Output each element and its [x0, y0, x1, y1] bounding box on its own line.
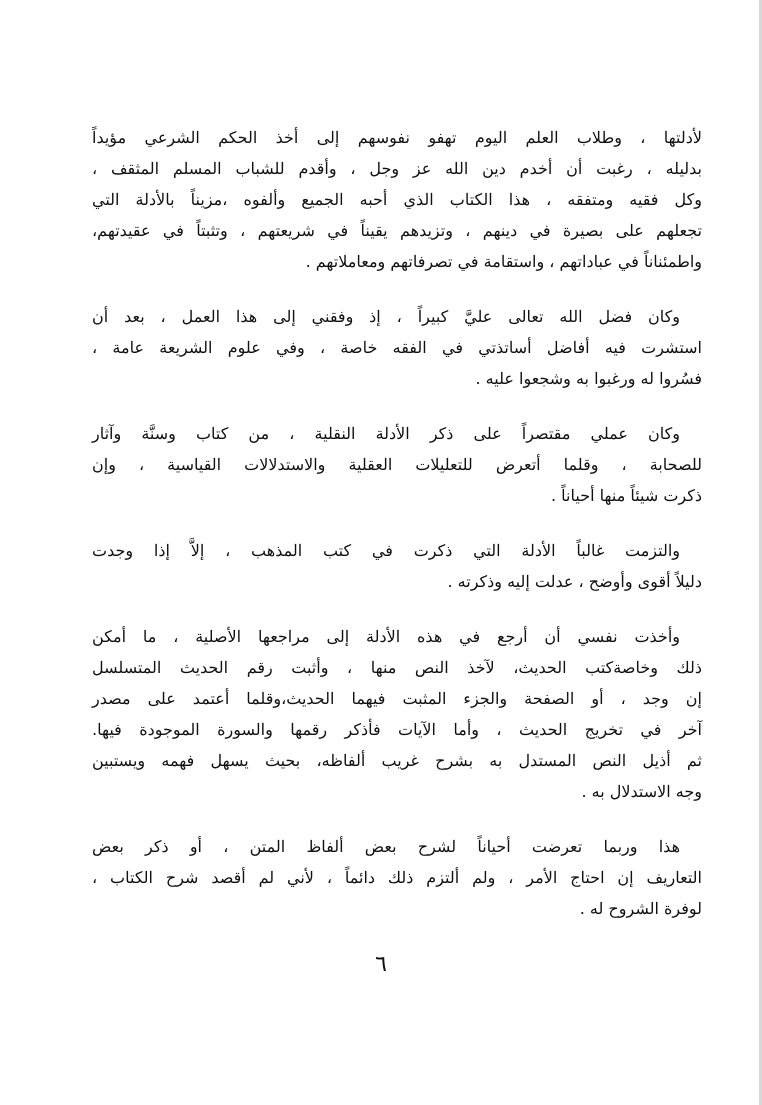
text-line: وجه الاستدلال به .	[581, 782, 702, 801]
text-line: هذا وربما تعرضت أحياناً لشرح بعض ألفاظ المتن ، أو ذكر بعض	[92, 837, 680, 856]
text-line: التعاريف إن احتاج الأمر ، ولم ألتزم ذلك دائماً ، لأني لم أقصد شرح الكتاب ،	[92, 868, 702, 887]
text-line: واطمئناناً في عباداتهم ، واستقامة في تصرفاتهم ومعاملاتهم .	[305, 252, 702, 271]
page-number: ٦	[375, 952, 387, 977]
text-line: ذلك وخاصةكتب الحديث، لآخذ النص منها ، وأثبت رقم الحديث المتسلسل	[92, 658, 703, 677]
paragraph-2	[92, 301, 702, 394]
paragraph-5	[92, 621, 702, 807]
text-line: ثم أذيل النص المستدل به بشرح غريب ألفاظه، بحيث يسهل فهمه ويستبين	[92, 751, 702, 770]
text-line: وأخذت نفسي أن أرجع في هذه الأدلة إلى مراجعها الأصلية ، ما أمكن	[92, 627, 680, 646]
text-line: وكان فضل الله تعالى عليَّ كبيراً ، إذ وفقني إلى هذا العمل ، بعد أن	[92, 307, 680, 326]
text-line: للصحابة ، وقلما أتعرض للتعليلات العقلية والاستدلالات القياسية ، وإن	[92, 455, 702, 474]
text-line: ذكرت شيئاً منها أحياناً .	[550, 486, 702, 505]
text-line: لوفرة الشروح له .	[579, 899, 702, 918]
text-line: بدليله ، رغبت أن أخدم دين الله عز وجل ، وأقدم للشباب المسلم المثقف ،	[92, 159, 702, 178]
text-line: وكل فقيه ومتفقه ، هذا الكتاب الذي أحبه الجميع وألفوه ،مزيناً بالأدلة التي	[92, 190, 702, 209]
text-line: استشرت فيه أفاضل أساتذتي في الفقه خاصة ، وفي علوم الشريعة عامة ،	[92, 338, 702, 357]
text-line: تجعلهم على بصيرة في دينهم ، وتزيدهم يقيناً في شريعتهم ، وتثبتاً في عقيدتهم،	[92, 221, 702, 240]
body-text	[92, 122, 702, 948]
paragraph-4	[92, 535, 702, 597]
text-line: إن وجد ، أو الصفحة والجزء المثبت فيهما الحديث،وقلما أعتمد على مصدر	[92, 689, 702, 708]
text-line: فسُروا له ورغبوا به وشجعوا عليه .	[475, 369, 702, 388]
text-line: والتزمت غالباً الأدلة التي ذكرت في كتب المذهب ، إلاَّ إذا وجدت	[92, 541, 680, 560]
text-line: دليلاً أقوى وأوضح ، عدلت إليه وذكرته .	[447, 572, 702, 591]
paragraph-3	[92, 418, 702, 511]
paragraph-1	[92, 122, 702, 277]
paragraph-6	[92, 831, 702, 924]
text-line: وكان عملي مقتصراً على ذكر الأدلة النقلية ، من كتاب وسنَّة وآثار	[92, 424, 681, 443]
text-line: آخر في تخريج الحديث ، وأما الآيات فأذكر رقمها والسورة الموجودة فيها.	[92, 720, 702, 739]
text-line: لأدلتها ، وطلاب العلم اليوم تهفو نفوسهم إلى أخذ الحكم الشرعي مؤيداً	[92, 128, 702, 147]
